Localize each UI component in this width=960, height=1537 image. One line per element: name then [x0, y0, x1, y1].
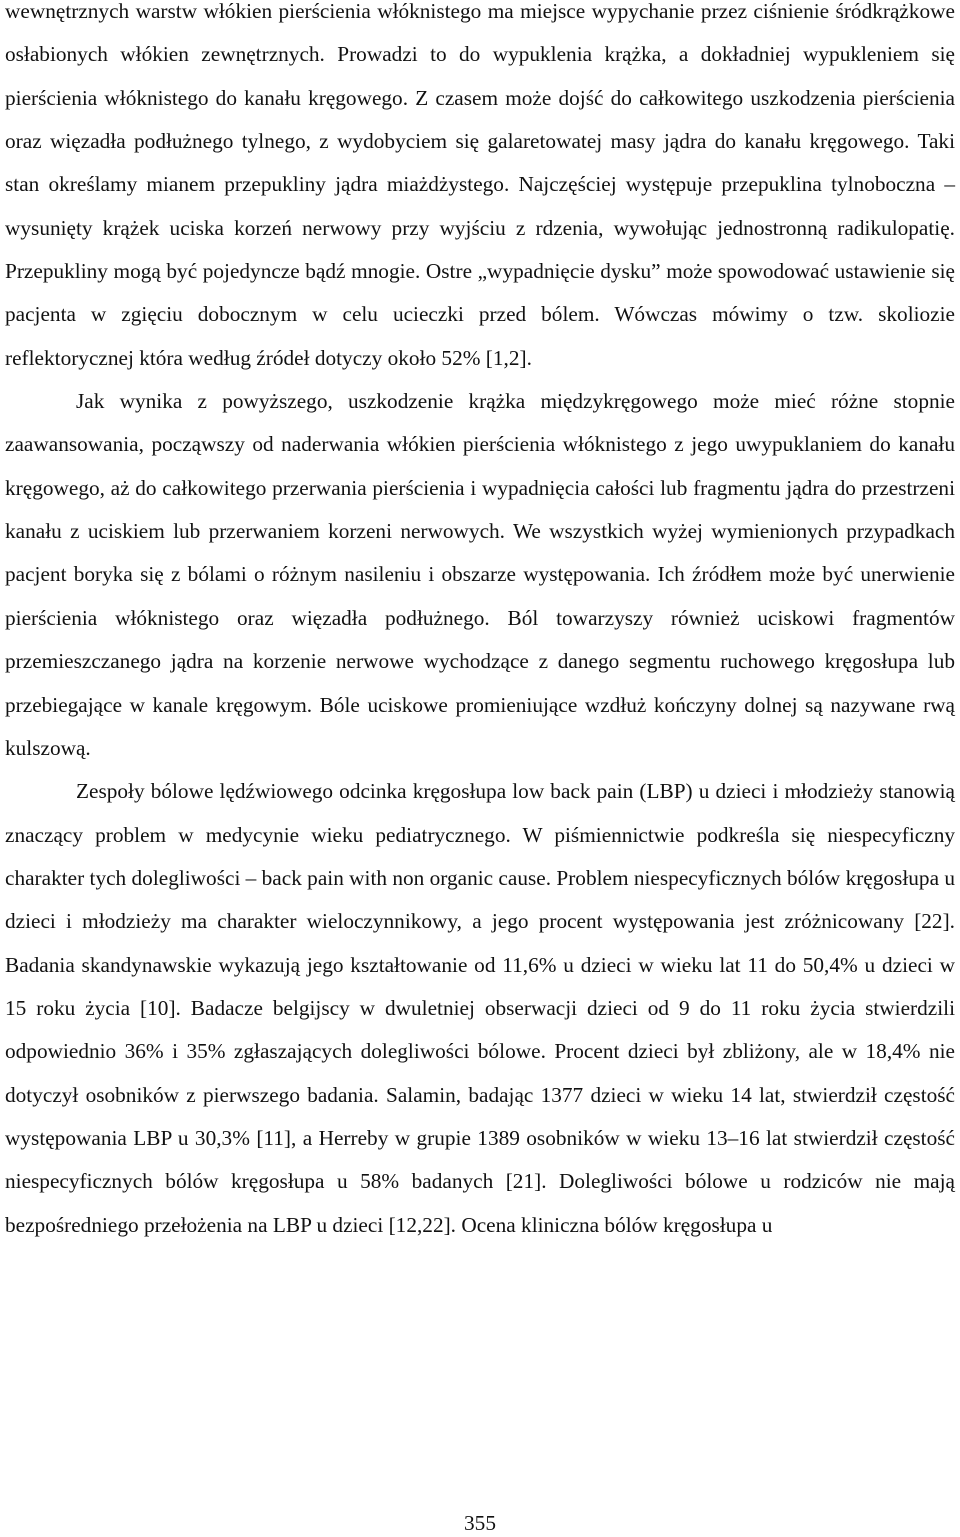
paragraph-disc-damage: Jak wynika z powyższego, uszkodzenie krążka międzykręgowego może mieć różne stopnie zaawansowania, począwszy od naderwania włókien pierścienia włóknistego z jego uwypuklaniem do kanału kręgowego, aż do całkowitego przerwania pierścienia i wypadnięcia całości lub fragmentu jądra do przestrzeni kanału z uciskiem lub przerwaniem korzeni nerwowych. We wszystkich wyżej wymienionych przypadkach pacjent boryka się z bólami o różnym nasileniu i obszarze występowania. Ich źródłem może być unerwienie pierścienia włóknistego oraz więzadła podłużnego. Ból towarzyszy również uciskowi fragmentów przemieszczanego jądra na korzenie nerwowe wychodzące z danego segmentu ruchowego kręgosłupa lub przebiegające w kanale kręgowym. Bóle uciskowe promieniujące wzdłuż kończyny dolnej są nazywane rwą kulszową. — [5, 389, 955, 760]
document-body — [5, 0, 955, 1247]
paragraph-continuation: wewnętrznych warstw włókien pierścienia włóknistego ma miejsce wypychanie przez ciśnienie śródkrążkowe osłabionych włókien zewnętrznych. Prowadzi to do wypuklenia krążka, a dokładniej wypukleniem się pierścienia włóknistego do kanału kręgowego. Z czasem może dojść do całkowitego uszkodzenia pierścienia oraz więzadła podłużnego tylnego, z wydobyciem się galaretowatej masy jądra do kanału kręgowego. Taki stan określamy mianem przepukliny jądra miażdżystego. Najczęściej występuje przepuklina tylnoboczna – wysunięty krążek uciska korzeń nerwowy przy wyjściu z rdzenia, wywołując jednostronną radikulopatię. Przepukliny mogą być pojedyncze bądź mnogie. Ostre „wypadnięcie dysku” może spowodować ustawienie się pacjenta w zgięciu dobocznym w celu ucieczki przed bólem. Wówczas mówimy o tzw. skoliozie reflektorycznej która według źródeł dotyczy około 52% [1,2]. — [5, 0, 955, 370]
paragraph-lbp-children: Zespoły bólowe lędźwiowego odcinka kręgosłupa low back pain (LBP) u dzieci i młodzieży stanowią znaczący problem w medycynie wieku pediatrycznego. W piśmiennictwie podkreśla się niespecyficzny charakter tych dolegliwości – back pain with non organic cause. Problem niespecyficznych bólów kręgosłupa u dzieci i młodzieży ma charakter wieloczynnikowy, a jego procent występowania jest zróżnicowany [22]. Badania skandynawskie wykazują jego kształtowanie od 11,6% u dzieci w wieku lat 11 do 50,4% u dzieci w 15 roku życia [10]. Badacze belgijscy w dwuletniej obserwacji dzieci od 9 do 11 roku życia stwierdzili odpowiednio 36% i 35% zgłaszających dolegliwości bólowe. Procent dzieci był zbliżony, ale w 18,4% nie dotyczył osobników z pierwszego badania. Salamin, badając 1377 dzieci w wieku 14 lat, stwierdził częstość występowania LBP u 30,3% [11], a Herreby w grupie 1389 osobników w wieku 13–16 lat stwierdził częstość niespecyficznych bólów kręgosłupa u 58% badanych [21]. Dolegliwości bólowe u rodziców nie mają bezpośredniego przełożenia na LBP u dzieci [12,22]. Ocena kliniczna bólów kręgosłupa u — [5, 779, 955, 1237]
page-number: 355 — [464, 1511, 496, 1535]
